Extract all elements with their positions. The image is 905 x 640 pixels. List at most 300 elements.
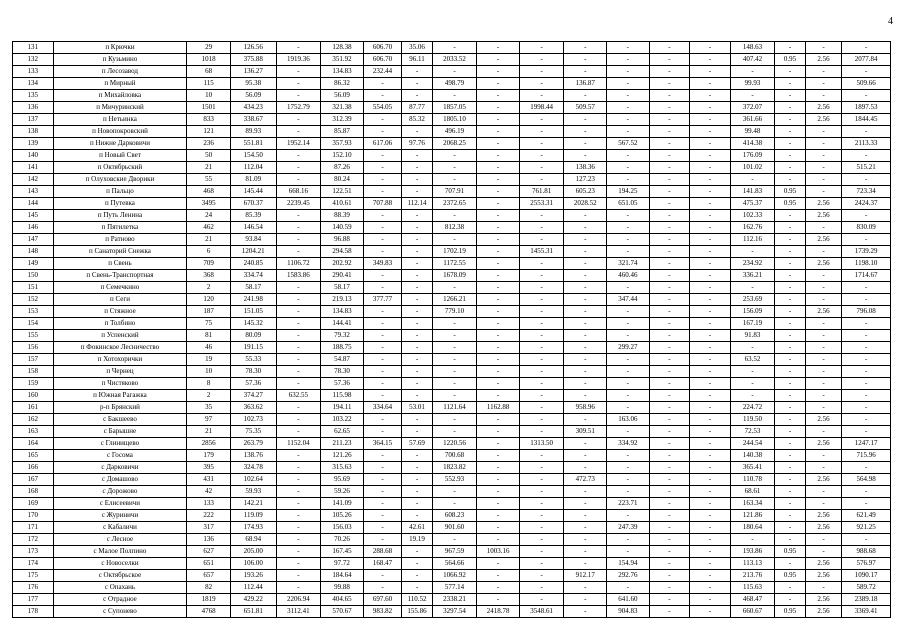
cell-col-11: - [519,426,564,438]
cell-col-7: - [363,222,402,234]
cell-col-18: 2.56 [805,594,841,606]
table-row [13,414,891,426]
cell-col-7: 232.44 [363,66,402,78]
cell-population: 10 [187,90,231,102]
cell-col-8: - [402,234,432,246]
cell-col-12: - [564,126,607,138]
cell-col-16: 167.19 [730,318,775,330]
cell-col-14: - [649,594,690,606]
cell-col-11: - [519,42,564,54]
cell-settlement-name: с Опахань [53,582,187,594]
cell-col-11: 1455.31 [519,246,564,258]
table-row [13,462,891,474]
cell-col-14: - [649,570,690,582]
cell-col-15: - [690,342,731,354]
cell-col-12: - [564,462,607,474]
cell-col-16: - [730,174,775,186]
cell-col-13: - [607,222,650,234]
cell-col-5: - [276,414,321,426]
cell-col-9: 1823.82 [432,462,477,474]
cell-col-15: - [690,570,731,582]
cell-col-18: - [805,582,841,594]
cell-col-10: - [477,486,520,498]
cell-settlement-name: с Новоселки [53,558,187,570]
cell-col-8: 85.32 [402,114,432,126]
cell-col-5: - [276,330,321,342]
cell-col-12: - [564,246,607,258]
cell-col-5: 2206.94 [276,594,321,606]
cell-col-14: - [649,222,690,234]
cell-col-4: 85.39 [230,210,276,222]
cell-col-10: - [477,114,520,126]
cell-settlement-name: с Домашово [53,474,187,486]
cell-col-9: 608.23 [432,510,477,522]
table-row [13,354,891,366]
cell-col-16: 148.63 [730,42,775,54]
cell-col-16: 156.09 [730,306,775,318]
cell-population: 97 [187,414,231,426]
cell-col-18: - [805,354,841,366]
cell-col-8: - [402,378,432,390]
cell-col-14: - [649,582,690,594]
cell-col-13: - [607,462,650,474]
table-row [13,114,891,126]
table-row [13,390,891,402]
cell-settlement-name: п Мирный [53,78,187,90]
cell-population: 24 [187,210,231,222]
cell-col-8: - [402,78,432,90]
cell-col-6: 570.67 [321,606,364,618]
cell-population: 133 [187,498,231,510]
cell-col-16: 162.76 [730,222,775,234]
cell-row-number: 148 [13,246,54,258]
cell-col-10: - [477,174,520,186]
cell-col-17: - [775,558,805,570]
cell-col-7: - [363,78,402,90]
cell-col-8: - [402,222,432,234]
cell-settlement-name: п Успенский [53,330,187,342]
cell-col-18: - [805,486,841,498]
cell-col-13: 292.76 [607,570,650,582]
cell-col-8: - [402,486,432,498]
table-row [13,234,891,246]
cell-row-number: 166 [13,462,54,474]
cell-settlement-name: п Мичуринский [53,102,187,114]
cell-col-8: 155.86 [402,606,432,618]
cell-col-14: - [649,90,690,102]
cell-col-6: 115.98 [321,390,364,402]
cell-col-13: 223.71 [607,498,650,510]
cell-col-11: - [519,546,564,558]
table-row [13,174,891,186]
cell-col-12: - [564,354,607,366]
cell-col-11: - [519,594,564,606]
cell-col-17: - [775,510,805,522]
cell-col-7: - [363,318,402,330]
cell-col-15: - [690,546,731,558]
cell-col-14: - [649,342,690,354]
cell-col-18: - [805,78,841,90]
cell-col-19: 3369.41 [842,606,891,618]
cell-col-6: 85.87 [321,126,364,138]
cell-col-4: 241.98 [230,294,276,306]
cell-col-10: - [477,582,520,594]
cell-col-16: 253.69 [730,294,775,306]
cell-row-number: 165 [13,450,54,462]
cell-col-12: - [564,546,607,558]
cell-col-17: - [775,462,805,474]
table-row [13,378,891,390]
cell-col-7: - [363,306,402,318]
cell-col-18: - [805,342,841,354]
cell-col-5: - [276,282,321,294]
cell-col-7: - [363,366,402,378]
cell-col-4: 102.64 [230,474,276,486]
table-row [13,594,891,606]
cell-col-19: - [842,390,891,402]
cell-col-5: - [276,546,321,558]
cell-col-6: 134.83 [321,66,364,78]
cell-col-16: 213.76 [730,570,775,582]
cell-col-16: 113.13 [730,558,775,570]
cell-col-11: - [519,306,564,318]
cell-row-number: 146 [13,222,54,234]
cell-col-19: - [842,486,891,498]
cell-col-15: - [690,54,731,66]
cell-settlement-name: п Пятилетка [53,222,187,234]
cell-col-18: 2.56 [805,570,841,582]
cell-col-12: - [564,54,607,66]
cell-col-19: 715.96 [842,450,891,462]
cell-col-17: 0.95 [775,570,805,582]
cell-col-9: - [432,486,477,498]
cell-col-7: - [363,378,402,390]
cell-col-9: - [432,318,477,330]
cell-row-number: 142 [13,174,54,186]
cell-col-19: - [842,90,891,102]
table-row [13,270,891,282]
cell-col-9: - [432,42,477,54]
cell-col-16: 176.09 [730,150,775,162]
cell-col-14: - [649,498,690,510]
cell-col-7: - [363,282,402,294]
cell-col-19: - [842,282,891,294]
cell-col-4: 363.62 [230,402,276,414]
cell-col-9: - [432,330,477,342]
cell-col-4: 56.09 [230,90,276,102]
cell-col-14: - [649,414,690,426]
cell-population: 68 [187,66,231,78]
cell-col-18: - [805,66,841,78]
cell-col-16: - [730,342,775,354]
page-number: 4 [888,16,893,27]
cell-col-11: - [519,474,564,486]
cell-col-18: - [805,186,841,198]
cell-col-5: - [276,498,321,510]
cell-col-4: 142.21 [230,498,276,510]
cell-col-13: 567.52 [607,138,650,150]
cell-col-9: 901.60 [432,522,477,534]
cell-col-14: - [649,54,690,66]
cell-col-18: - [805,546,841,558]
cell-settlement-name: п Фокинское Лесничество [53,342,187,354]
cell-row-number: 178 [13,606,54,618]
cell-settlement-name: п Октябрьский [53,162,187,174]
cell-col-16: 63.52 [730,354,775,366]
cell-population: 368 [187,270,231,282]
cell-col-10: - [477,354,520,366]
cell-col-7: - [363,498,402,510]
cell-col-5: - [276,378,321,390]
cell-col-11: - [519,582,564,594]
cell-col-8: 53.01 [402,402,432,414]
cell-col-11: - [519,354,564,366]
cell-col-8: 19.19 [402,534,432,546]
cell-col-10: - [477,426,520,438]
cell-col-16: - [730,390,775,402]
cell-col-14: - [649,198,690,210]
cell-col-10: - [477,474,520,486]
cell-col-9: 3297.54 [432,606,477,618]
cell-col-5: - [276,342,321,354]
cell-col-10: - [477,510,520,522]
cell-col-11: - [519,126,564,138]
cell-col-5: - [276,426,321,438]
cell-col-13: 334.92 [607,438,650,450]
cell-col-15: - [690,522,731,534]
cell-row-number: 175 [13,570,54,582]
cell-col-6: 88.39 [321,210,364,222]
cell-col-9: - [432,90,477,102]
cell-col-8: - [402,426,432,438]
cell-col-8: - [402,90,432,102]
cell-col-10: - [477,522,520,534]
cell-row-number: 147 [13,234,54,246]
cell-col-9: 577.14 [432,582,477,594]
cell-col-8: - [402,270,432,282]
cell-population: 55 [187,174,231,186]
cell-col-11: - [519,162,564,174]
cell-col-4: 146.54 [230,222,276,234]
cell-col-15: - [690,414,731,426]
cell-col-10: - [477,306,520,318]
cell-col-13: - [607,582,650,594]
cell-col-14: - [649,102,690,114]
cell-col-19: 830.09 [842,222,891,234]
cell-row-number: 171 [13,522,54,534]
cell-col-7: 288.68 [363,546,402,558]
cell-row-number: 170 [13,510,54,522]
cell-col-4: 93.84 [230,234,276,246]
cell-col-14: - [649,258,690,270]
cell-col-5: 668.16 [276,186,321,198]
cell-col-5: - [276,246,321,258]
cell-col-4: 193.26 [230,570,276,582]
cell-col-15: - [690,366,731,378]
cell-col-19: - [842,330,891,342]
cell-population: 468 [187,186,231,198]
cell-col-8: - [402,126,432,138]
cell-col-4: 145.44 [230,186,276,198]
cell-col-18: 2.56 [805,234,841,246]
cell-col-7: - [363,162,402,174]
cell-col-11: - [519,378,564,390]
cell-population: 1819 [187,594,231,606]
cell-col-13: 194.25 [607,186,650,198]
cell-col-10: - [477,570,520,582]
cell-col-7: - [363,426,402,438]
cell-col-16: 180.64 [730,522,775,534]
cell-col-15: - [690,90,731,102]
cell-population: 651 [187,558,231,570]
cell-col-17: - [775,354,805,366]
cell-col-14: - [649,366,690,378]
cell-col-9: 2033.52 [432,54,477,66]
cell-col-10: - [477,282,520,294]
cell-col-15: - [690,162,731,174]
cell-col-4: 434.23 [230,102,276,114]
cell-col-17: - [775,330,805,342]
cell-col-7: 707.88 [363,198,402,210]
cell-col-11: - [519,486,564,498]
cell-col-9: 564.66 [432,558,477,570]
cell-col-12: 309.51 [564,426,607,438]
cell-row-number: 177 [13,594,54,606]
cell-col-5: - [276,474,321,486]
cell-col-7: - [363,186,402,198]
cell-row-number: 149 [13,258,54,270]
cell-col-11: - [519,114,564,126]
cell-col-15: - [690,582,731,594]
cell-col-17: - [775,210,805,222]
cell-col-8: - [402,330,432,342]
cell-col-12: - [564,438,607,450]
cell-col-9: - [432,66,477,78]
cell-col-13: 641.60 [607,594,650,606]
cell-col-6: 134.83 [321,306,364,318]
cell-col-11: - [519,498,564,510]
cell-col-6: 167.45 [321,546,364,558]
cell-col-12: - [564,342,607,354]
cell-col-9: - [432,498,477,510]
cell-col-19: - [842,462,891,474]
cell-col-4: 651.81 [230,606,276,618]
cell-col-15: - [690,438,731,450]
cell-settlement-name: п Хотохорички [53,354,187,366]
table-row [13,570,891,582]
cell-col-10: - [477,66,520,78]
cell-col-9: 1266.21 [432,294,477,306]
cell-col-14: - [649,558,690,570]
cell-col-8: - [402,546,432,558]
cell-col-8: - [402,474,432,486]
cell-col-7: 334.64 [363,402,402,414]
cell-col-16: 660.67 [730,606,775,618]
cell-col-12: 472.73 [564,474,607,486]
cell-col-13: - [607,450,650,462]
cell-col-12: - [564,594,607,606]
cell-col-15: - [690,42,731,54]
cell-col-18: 2.56 [805,414,841,426]
cell-col-10: - [477,318,520,330]
cell-population: 121 [187,126,231,138]
cell-col-6: 95.69 [321,474,364,486]
cell-col-4: 102.73 [230,414,276,426]
cell-col-7: - [363,126,402,138]
cell-col-12: - [564,534,607,546]
cell-col-6: 87.26 [321,162,364,174]
cell-col-10: - [477,42,520,54]
cell-col-8: - [402,294,432,306]
table-row [13,90,891,102]
cell-col-5: - [276,174,321,186]
cell-col-16: 365.41 [730,462,775,474]
cell-col-19: 1897.53 [842,102,891,114]
cell-col-14: - [649,486,690,498]
cell-col-18: 2.56 [805,438,841,450]
cell-col-15: - [690,210,731,222]
cell-col-12: - [564,498,607,510]
cell-col-8: 110.52 [402,594,432,606]
cell-col-18: - [805,294,841,306]
cell-col-10: - [477,498,520,510]
cell-row-number: 163 [13,426,54,438]
cell-col-16: - [730,282,775,294]
table-row [13,342,891,354]
cell-settlement-name: п Новый Свет [53,150,187,162]
cell-col-4: 324.78 [230,462,276,474]
cell-col-7: 617.06 [363,138,402,150]
cell-col-8: - [402,210,432,222]
cell-col-18: - [805,138,841,150]
cell-col-18: 2.56 [805,474,841,486]
cell-col-14: - [649,390,690,402]
cell-col-6: 103.22 [321,414,364,426]
cell-col-11: - [519,318,564,330]
cell-row-number: 136 [13,102,54,114]
cell-row-number: 155 [13,330,54,342]
cell-col-5: - [276,162,321,174]
cell-col-9: - [432,282,477,294]
cell-col-10: - [477,138,520,150]
cell-row-number: 141 [13,162,54,174]
cell-col-15: - [690,78,731,90]
table-row [13,438,891,450]
cell-col-19: - [842,42,891,54]
cell-population: 120 [187,294,231,306]
cell-col-19: 988.68 [842,546,891,558]
data-table [12,41,891,618]
cell-col-17: - [775,438,805,450]
cell-col-13: - [607,42,650,54]
cell-col-15: - [690,594,731,606]
cell-col-4: 240.85 [230,258,276,270]
cell-col-19: 2113.33 [842,138,891,150]
cell-col-10: 1003.16 [477,546,520,558]
cell-col-12: - [564,414,607,426]
cell-population: 6 [187,246,231,258]
cell-col-4: 145.32 [230,318,276,330]
cell-col-12: - [564,138,607,150]
cell-col-11: - [519,510,564,522]
cell-col-11: - [519,390,564,402]
cell-col-19: 1090.17 [842,570,891,582]
cell-settlement-name: п Крючки [53,42,187,54]
cell-col-8: - [402,162,432,174]
cell-col-8: - [402,258,432,270]
cell-col-6: 141.09 [321,498,364,510]
cell-col-6: 59.26 [321,486,364,498]
